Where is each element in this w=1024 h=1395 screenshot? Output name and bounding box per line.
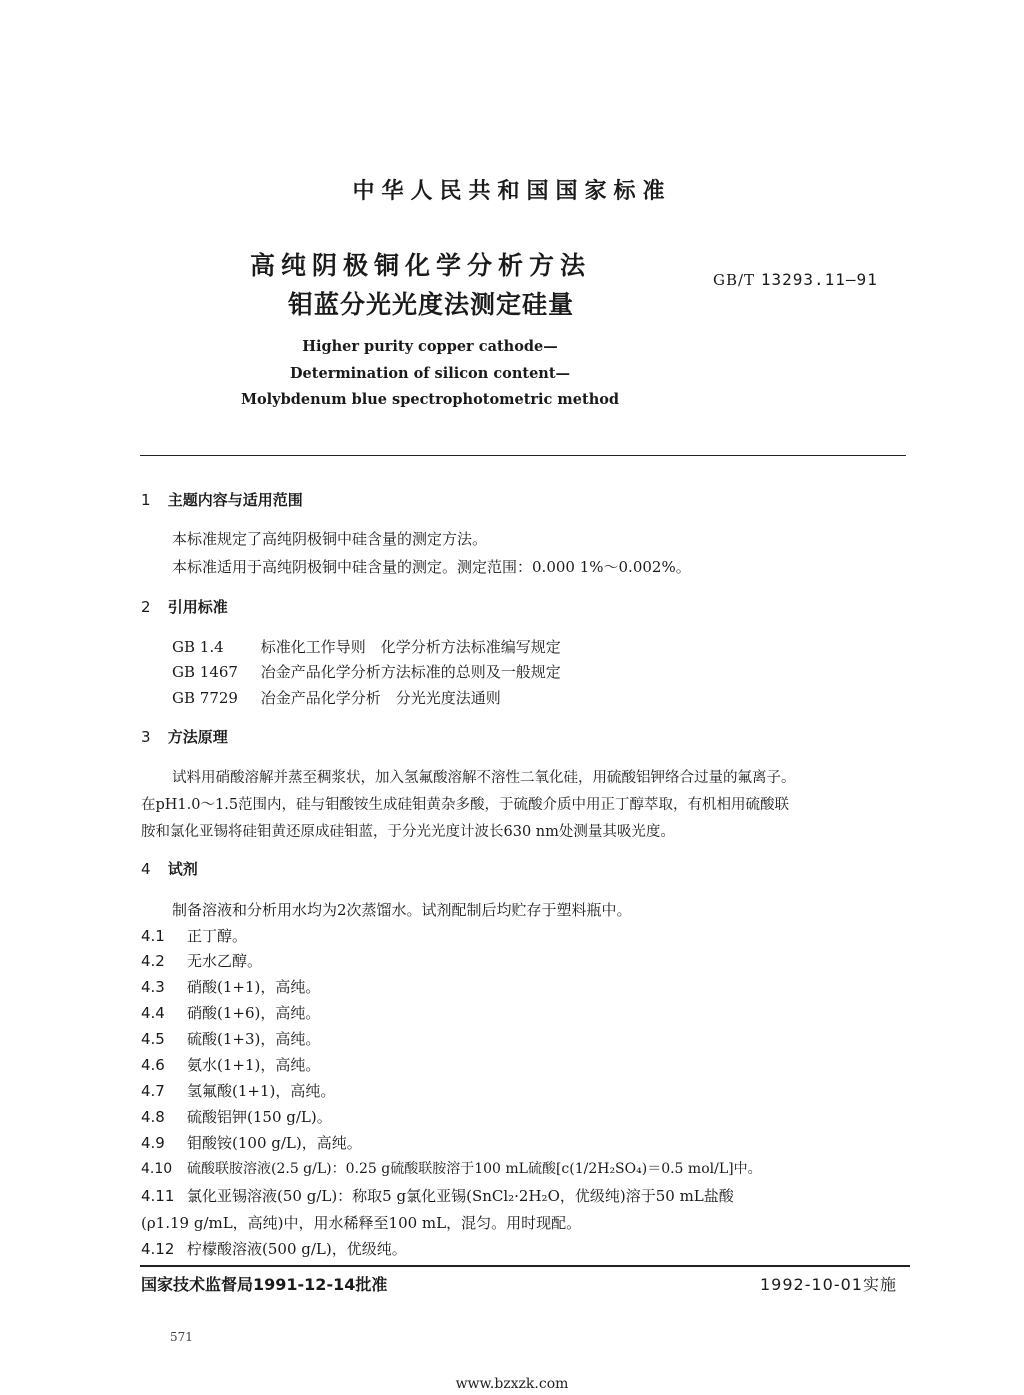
section-2-title: 引用标准 [167,598,228,616]
effective-date: 1992-10-01实施 [760,1275,897,1294]
section-1-number: 1 [141,491,151,509]
standard-code-prefix: GB/T [713,271,756,289]
reference-title: 标准化工作导则 化学分析方法标准编写规定 [260,638,561,656]
website-watermark: www.bzxzk.com [455,1376,569,1392]
header-rule [140,455,906,456]
reagent-item: 4.10 硫酸联胺溶液(2.5 g/L)：0.25 g硫酸联胺溶于100 mL硫酸[c(1/2H₂SO₄)＝0.5 mol/L]中。 [141,1161,762,1177]
reference-item [172,636,561,657]
reagent-item: 4.11 氯化亚锡溶液(50 g/L)：称取5 g氯化亚锡(SnCl₂·2H₂O，优级纯)溶于50 mL盐酸 [141,1187,734,1205]
reference-item [172,687,501,708]
section-4-heading [141,858,198,879]
reference-item [172,661,561,682]
reference-code: GB 1.4 [172,638,224,656]
reagent-item: 4.3 硝酸(1+1)，高纯。 [141,978,321,996]
title-en-line2: Determination of silicon content— [289,365,571,382]
reagent-item: 4.2 无水乙醇。 [141,952,263,970]
section-3-number: 3 [141,728,151,746]
title-en-line3: Molybdenum blue spectrophotometric method [240,391,620,408]
title-zh-line2: 钼蓝分光光度法测定硅量 [288,290,575,319]
approval-date: 国家技术监督局1991-12-14批准 [141,1275,388,1294]
section-1-paragraph-1: 本标准规定了高纯阴极铜中硅含量的测定方法。 [172,530,488,548]
reference-code: GB 1467 [172,663,238,681]
standard-code [713,270,878,289]
section-3-title: 方法原理 [167,728,228,746]
reference-title: 冶金产品化学分析 分光光度法通则 [260,689,501,707]
section-2-number: 2 [141,598,151,616]
reagent-item: 4.4 硝酸(1+6)，高纯。 [141,1004,321,1022]
reagent-item: 4.8 硫酸铝钾(150 g/L)。 [141,1108,332,1126]
section-3-heading [141,726,228,747]
section-3-text-line-1: 试料用硝酸溶解并蒸至稠浆状，加入氢氟酸溶解不溶性二氧化硅，用硫酸铝钾络合过量的氟离子。 [172,770,796,786]
title-en-line1: Higher purity copper cathode— [302,338,558,355]
section-4-intro: 制备溶液和分析用水均为2次蒸馏水。试剂配制后均贮存于塑料瓶中。 [172,901,632,919]
title-zh-line1: 高纯阴极铜化学分析方法 [250,251,592,280]
section-2-heading [141,596,228,617]
section-3-text-line-3: 胺和氯化亚锡将硅钼黄还原成硅钼蓝，于分光光度计波长630 nm处测量其吸光度。 [141,824,675,840]
section-4-number: 4 [141,860,151,878]
section-4-title: 试剂 [167,860,198,878]
standard-code-number: 13293.11—91 [760,270,878,289]
reference-title: 冶金产品化学分析方法标准的总则及一般规定 [260,663,561,681]
reagent-item: 4.1 正丁醇。 [141,927,248,945]
section-1-title: 主题内容与适用范围 [167,491,303,509]
section-1-heading [141,489,303,510]
page-number: 571 [170,1330,193,1344]
section-3-text-line-2: 在pH1.0～1.5范围内，硅与钼酸铵生成硅钼黄杂多酸，于硫酸介质中用正丁醇萃取，有机相用硫酸联 [141,797,790,813]
reference-code: GB 7729 [172,689,238,707]
reagent-item-continuation: (ρ1.19 g/mL，高纯)中，用水稀释至100 mL，混匀。用时现配。 [141,1214,582,1232]
reagent-item: 4.5 硫酸(1+3)，高纯。 [141,1030,321,1048]
footer-rule [140,1265,910,1267]
reagent-item: 4.7 氢氟酸(1+1)，高纯。 [141,1082,336,1100]
section-1-paragraph-2: 本标准适用于高纯阴极铜中硅含量的测定。测定范围：0.000 1%～0.002%。 [172,558,691,576]
national-standard-heading: 中华人民共和国国家标准 [352,179,672,204]
reagent-item: 4.6 氨水(1+1)，高纯。 [141,1056,321,1074]
reagent-item: 4.12 柠檬酸溶液(500 g/L)，优级纯。 [141,1240,407,1258]
reagent-item: 4.9 钼酸铵(100 g/L)，高纯。 [141,1134,362,1152]
